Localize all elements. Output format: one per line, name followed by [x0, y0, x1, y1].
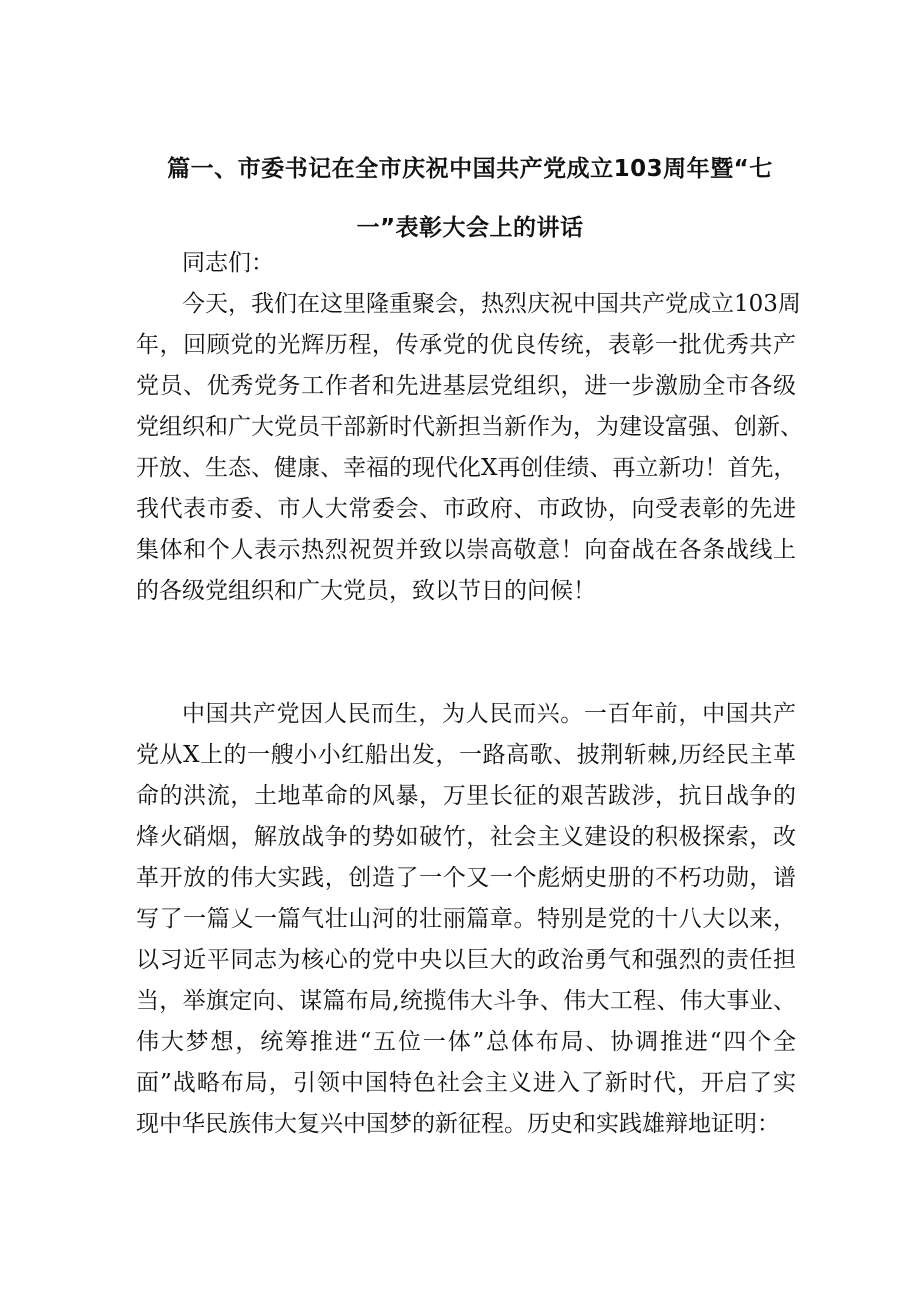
paragraph-1-line: 党员、优秀党务工作者和先进基层党组织，进一步激励全市各级 — [136, 373, 796, 399]
salutation: 同志们： — [182, 250, 274, 276]
paragraph-1 — [136, 284, 803, 612]
paragraph-1-line: 开放、生态、健康、幸福的现代化X再创佳绩、再立新功！首先， — [136, 455, 797, 481]
paragraph-1-line: 我代表市委、市人大常委会、市政府、市政协，向受表彰的先进 — [136, 496, 796, 522]
paragraph-2-line: 以习近平同志为核心的党中央以巨大的政治勇气和强烈的责任担 — [136, 947, 796, 973]
paragraph-2-line: 中国共产党因人民而生，为人民而兴。一百年前，中国共产 — [182, 701, 796, 727]
paragraph-2-line: 当，举旗定向、谋篇布局,统揽伟大斗争、伟大工程、伟大事业、 — [136, 988, 796, 1014]
document-title-line-1: 篇一、市委书记在全市庆祝中国共产党成立103周年暨“七 — [167, 156, 773, 182]
paragraph-2-line: 命的洪流，土地革命的风暴，万里长征的艰苦跋涉，抗日战争的 — [136, 783, 796, 809]
paragraph-2-line: 革开放的伟大实践，创造了一个又一个彪炳史册的不朽功勋，谱 — [136, 865, 796, 891]
paragraph-2-line: 现中华民族伟大复兴中国梦的新征程。历史和实践雄辩地证明： — [136, 1111, 780, 1137]
paragraph-1-line: 今天，我们在这里隆重聚会，热烈庆祝中国共产党成立103周 — [182, 291, 801, 317]
paragraph-1-line: 年，回顾党的光辉历程，传承党的优良传统，表彰一批优秀共产 — [136, 332, 796, 358]
paragraph-2-line: 党从X上的一艘小小红船出发，一路高歌、披荆斩棘,历经民主革 — [136, 742, 796, 768]
paragraph-2-line: 烽火硝烟，解放战争的势如破竹，社会主义建设的积极探索，改 — [136, 824, 796, 850]
paragraph-2-line: 伟大梦想，统筹推进“五位一体”总体布局、协调推进“四个全 — [136, 1029, 796, 1055]
paragraph-2-line: 面”战略布局，引领中国特色社会主义进入了新时代，开启了实 — [136, 1070, 796, 1096]
paragraph-2 — [136, 694, 796, 1145]
paragraph-2-line: 写了一篇乂一篇气壮山河的壮丽篇章。特别是党的十八大以来， — [136, 906, 796, 932]
document-title-line-2: 一”表彰大会上的讲话 — [356, 215, 584, 241]
paragraph-1-line: 集体和个人表示热烈祝贺并致以崇高敬意！向奋战在各条战线上 — [136, 537, 796, 563]
paragraph-1-line: 党组织和广大党员干部新时代新担当新作为，为建设富强、创新、 — [136, 414, 803, 440]
paragraph-1-line: 的各级党组织和广大党员，致以节日的问候！ — [136, 578, 596, 604]
